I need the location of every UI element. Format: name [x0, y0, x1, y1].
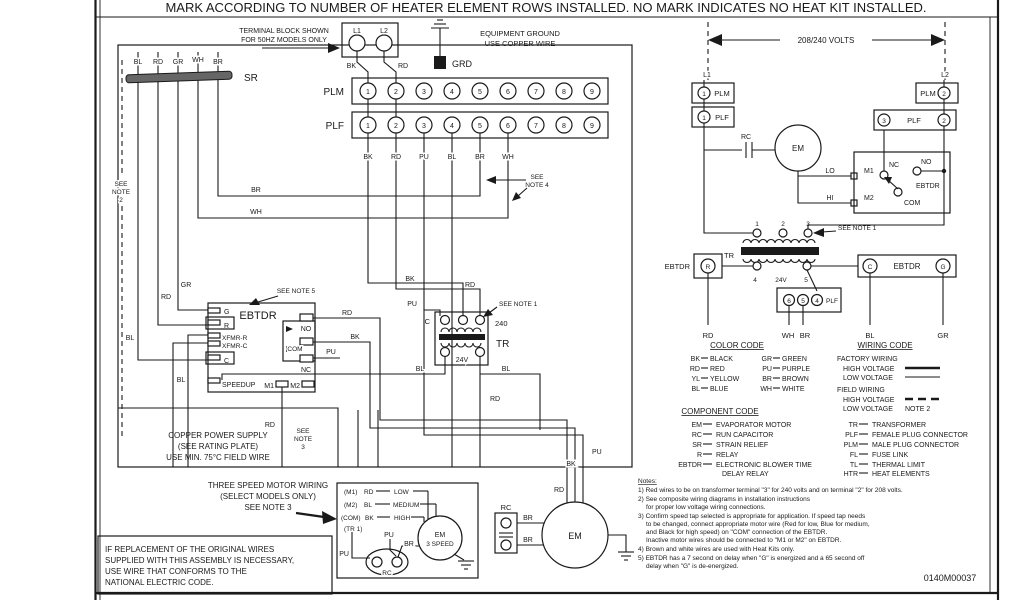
right-l1: L1	[703, 72, 711, 79]
rtr-2: 2	[781, 221, 785, 228]
lo-label: LO	[825, 168, 835, 175]
ebtdr-r-pin: R	[705, 264, 711, 271]
svg-text:STRAIN RELIEF: STRAIN RELIEF	[716, 442, 769, 449]
see-note-4-line1: SEE	[530, 174, 544, 181]
wire-label-gr: GR	[172, 59, 184, 66]
svg-text:GREEN: GREEN	[782, 356, 807, 363]
tr-bl-left: BL	[415, 366, 425, 373]
page-frame	[95, 0, 998, 600]
note3-rd: RD	[264, 422, 275, 429]
relay-com: COM	[904, 200, 921, 207]
terminal-block	[342, 23, 398, 83]
motor-speed-label: 3 SPEED	[426, 541, 454, 548]
l2-label: L2	[380, 28, 388, 35]
rtr-5: 5	[804, 277, 808, 284]
plf-wire-br: BR	[475, 154, 485, 161]
tb-note-line2: FOR 50HZ MODELS ONLY	[241, 37, 327, 44]
plf-wire-wh: WH	[502, 154, 514, 161]
svg-text:WH: WH	[760, 386, 772, 393]
see-note-2-line2: NOTE	[111, 189, 131, 196]
motor-medium: MEDIUM	[393, 502, 420, 509]
svg-text:PU: PU	[762, 366, 772, 373]
strain-relief-label: SR	[244, 73, 258, 84]
svg-text:LOW VOLTAGE: LOW VOLTAGE	[843, 375, 893, 382]
em-ground	[608, 535, 634, 560]
color-code-title: COLOR CODE	[710, 341, 764, 350]
rtr-note1-arrow	[813, 228, 836, 237]
plf2-br: BR	[799, 331, 811, 340]
color-code-table	[690, 356, 810, 393]
relay-m1: M1	[864, 168, 874, 175]
ebtdr-pu-out: PU	[326, 349, 336, 356]
rtr-24v: 24V	[775, 277, 787, 284]
right-l2: L2	[941, 72, 949, 79]
svg-text:RC: RC	[691, 432, 702, 439]
motor-note-arrow	[296, 511, 337, 524]
svg-text:and Black for high speed) on ": and Black for high speed) on "COM" connection of the EBTDR.	[646, 529, 828, 536]
grd-label: GRD	[452, 59, 472, 69]
l1-plf-label: PLF	[715, 113, 729, 122]
plf-wire-pu: PU	[419, 154, 429, 161]
ebtdr-speedup: SPEEDUP	[222, 382, 256, 389]
l1-label: L1	[353, 28, 361, 35]
svg-text:for proper low voltage wiring: for proper low voltage wiring connections.	[646, 504, 766, 511]
right-rc-label: RC	[740, 134, 752, 141]
l2-plm-label: PLM	[920, 89, 936, 98]
svg-text:5) EBTDR has a 7 second on del: 5) EBTDR has a 7 second on delay when "G" is energized and a 65 second off	[638, 555, 865, 562]
svg-text:BLACK: BLACK	[710, 356, 733, 363]
ebtdr-c: C	[224, 358, 230, 365]
svg-text:9: 9	[590, 89, 594, 96]
plf-wire-rd: RD	[390, 154, 402, 161]
svg-text:5: 5	[478, 89, 482, 96]
ebtdr-rd-out: RD	[341, 310, 353, 317]
em-br2-label: BR	[523, 537, 533, 544]
svg-text:PLF: PLF	[845, 432, 858, 439]
l2-plm-pin: 2	[942, 91, 946, 98]
rtr-1: 1	[755, 221, 759, 228]
svg-text:TL: TL	[849, 462, 858, 469]
tr-c: C	[424, 317, 430, 326]
see-note-5: SEE NOTE 5	[276, 288, 316, 295]
wh-run-label: WH	[250, 209, 262, 216]
ebtdr-g: G	[224, 309, 230, 316]
svg-text:ELECTRONIC BLOWER TIME: ELECTRONIC BLOWER TIME	[716, 462, 812, 469]
svg-text:FL: FL	[849, 452, 858, 459]
svg-text:LOW VOLTAGE: LOW VOLTAGE	[843, 406, 893, 413]
wiring-code-note2: NOTE 2	[905, 406, 931, 413]
svg-text:5: 5	[478, 123, 482, 130]
svg-text:TRANSFORMER: TRANSFORMER	[872, 422, 927, 429]
part-number: 0140M00037	[923, 573, 977, 583]
ebtdr-xfmr-r: XFMR-R	[222, 335, 248, 342]
gr-label: GR	[180, 282, 192, 289]
l2-plf-pin2: 2	[942, 118, 946, 125]
svg-text:RD: RD	[689, 366, 700, 373]
motor-m2: (M2)	[344, 502, 358, 509]
repl-note-2: SUPPLIED WITH THIS ASSEMBLY IS NECESSARY,	[105, 556, 295, 565]
ps-note-3: USE MIN. 75°C FIELD WIRE	[166, 453, 270, 462]
relay-nc: NC	[889, 162, 900, 169]
tr-bl-right: BL	[501, 366, 511, 373]
svg-text:FIELD WIRING: FIELD WIRING	[837, 387, 885, 394]
svg-text:EVAPORATOR MOTOR: EVAPORATOR MOTOR	[716, 422, 792, 429]
svg-text:MALE PLUG CONNECTOR: MALE PLUG CONNECTOR	[872, 442, 959, 449]
motor-pu: PU	[384, 532, 394, 539]
wire-label-rd: RD	[152, 59, 164, 66]
relay-no: NO	[921, 159, 932, 166]
svg-text:YELLOW: YELLOW	[710, 376, 740, 383]
bl-label: BL	[125, 335, 135, 342]
wire-label-bl: BL	[133, 59, 143, 66]
plm-pins	[360, 83, 600, 99]
motor-com: (COM)	[341, 515, 361, 522]
br-run-label: BR	[251, 187, 261, 194]
volts-label: 208/240 VOLTS	[797, 36, 855, 45]
see-note-4-arrows	[486, 176, 527, 201]
plf2-5: 5	[801, 298, 805, 305]
svg-text:R: R	[696, 452, 702, 459]
svg-text:Inactive motor wires should be: Inactive motor wires should be connected to "M1 or M2" on EBTDR.	[646, 537, 842, 544]
strain-relief	[126, 71, 232, 83]
ebtdr-cg-bl: BL	[865, 331, 875, 340]
see-note-2-line1: SEE	[114, 181, 128, 188]
ebtdr-m2: M2	[290, 383, 300, 390]
plf-wire-bl: BL	[447, 154, 457, 161]
transformer-right	[722, 229, 858, 291]
motor-high: HIGH	[394, 515, 411, 522]
tr-pu-label: PU	[407, 301, 417, 308]
tr-see-note-1: SEE NOTE 1	[499, 301, 538, 308]
rtr-name: TR	[724, 251, 734, 260]
ebtdr-r: R	[224, 323, 230, 330]
see-note-4-line2: NOTE 4	[525, 182, 549, 189]
svg-text:YL: YL	[691, 376, 700, 383]
em-rd-label: RD	[553, 487, 565, 494]
motor-ground	[454, 554, 474, 569]
see-note-5-arrow	[249, 296, 278, 305]
svg-text:BLUE: BLUE	[710, 386, 729, 393]
ebtdr-output-wires	[282, 318, 575, 503]
svg-text:RED: RED	[710, 366, 725, 373]
tr-bk-label: BK	[405, 276, 415, 283]
svg-text:7: 7	[534, 123, 538, 130]
ebtdr-no: NO	[300, 326, 312, 333]
svg-text:WHITE: WHITE	[782, 386, 805, 393]
svg-text:THERMAL LIMIT: THERMAL LIMIT	[872, 462, 926, 469]
relay-name: EBTDR	[916, 183, 940, 190]
plf-wire-bk: BK	[363, 154, 373, 161]
tr-24v: 24V	[455, 357, 469, 364]
em-bk-label: BK	[566, 461, 576, 468]
svg-text:2: 2	[394, 123, 398, 130]
svg-text:2) See composite wiring diagra: 2) See composite wiring diagrams in installation instructions	[638, 496, 810, 503]
svg-text:FACTORY WIRING: FACTORY WIRING	[837, 356, 898, 363]
note3-l2: NOTE	[293, 436, 313, 443]
em-pu-label: PU	[592, 449, 602, 456]
hi-label: HI	[826, 195, 834, 202]
svg-text:7: 7	[534, 89, 538, 96]
tr-rd-bottom: RD	[490, 396, 501, 403]
motor-note-1: THREE SPEED MOTOR WIRING	[207, 481, 329, 490]
l2-wire-rd: RD	[398, 63, 409, 70]
ebtdr-cg-c: C	[867, 264, 873, 271]
svg-text:BROWN: BROWN	[782, 376, 809, 383]
svg-text:6: 6	[506, 123, 510, 130]
xfmr-bl-label: BL	[176, 377, 186, 384]
motor-em-label: EM	[434, 532, 446, 539]
svg-text:to be changed, connect appropr: to be changed, connect appropriate motor wire (Red for low, Blue for medium,	[646, 521, 870, 528]
l1-plm-label: PLM	[714, 89, 730, 98]
svg-text:HEAT ELEMENTS: HEAT ELEMENTS	[872, 471, 930, 478]
em-motor-label: EM	[568, 531, 582, 541]
motor-low: LOW	[394, 489, 409, 496]
svg-text:HIGH VOLTAGE: HIGH VOLTAGE	[843, 366, 895, 373]
ebtdr-r-name: EBTDR	[664, 262, 690, 271]
svg-text:3) Confirm speed tap selected: 3) Confirm speed tap selected is appropriate for application. If speed tap needs	[638, 513, 866, 520]
svg-text:8: 8	[562, 123, 566, 130]
svg-text:4) Brown and white wires are u: 4) Brown and white wires are used with Heat Kits only.	[638, 546, 795, 553]
svg-text:1: 1	[366, 123, 370, 130]
notes-title: Notes:	[638, 478, 657, 485]
svg-text:DELAY RELAY: DELAY RELAY	[722, 471, 769, 478]
l2-plf-pin3: 3	[882, 118, 886, 125]
svg-text:BK: BK	[690, 356, 700, 363]
left-diagram-border	[118, 45, 632, 467]
tr-rd-label: RD	[464, 282, 476, 289]
svg-text:8: 8	[562, 89, 566, 96]
equip-ground-line2: USE COPPER WIRE	[484, 39, 556, 48]
svg-text:3: 3	[422, 89, 426, 96]
svg-text:SR: SR	[692, 442, 702, 449]
right-em-label: EM	[792, 144, 804, 153]
svg-text:RELAY: RELAY	[716, 452, 739, 459]
l1-plm-pin: 1	[702, 91, 706, 98]
svg-text:1) Red wires to be on transfor: 1) Red wires to be on transformer terminal "3" for 240 volts and on terminal "2" for 208 volts.	[638, 487, 903, 494]
component-code-table	[678, 422, 968, 478]
svg-text:EM: EM	[691, 422, 702, 429]
plf-pins	[360, 117, 600, 133]
svg-text:GR: GR	[761, 356, 772, 363]
svg-text:2: 2	[394, 89, 398, 96]
wire-label-br: BR	[213, 59, 223, 66]
rd-label: RD	[160, 294, 172, 301]
l1-wire-bk: BK	[346, 63, 356, 70]
svg-text:4: 4	[450, 89, 454, 96]
svg-text:PLM: PLM	[843, 442, 858, 449]
svg-text:HIGH VOLTAGE: HIGH VOLTAGE	[843, 397, 895, 404]
ebtdr-xfmr-c: XFMR-C	[222, 343, 248, 350]
motor-m1-color: RD	[364, 489, 374, 496]
banner-text: MARK ACCORDING TO NUMBER OF HEATER ELEMENT ROWS INSTALLED. NO MARK INDICATES NO HEAT KIT INSTALLED.	[165, 0, 927, 15]
svg-text:delay when "G" is de-energized: delay when "G" is de-energized.	[646, 563, 739, 570]
motor-note-2: (SELECT MODELS ONLY)	[220, 492, 316, 501]
motor-br: BR	[404, 541, 414, 548]
wiring-code-table	[837, 356, 940, 413]
svg-text:3: 3	[422, 123, 426, 130]
motor-m1: (M1)	[344, 489, 358, 496]
equip-ground-line1: EQUIPMENT GROUND	[480, 29, 560, 38]
motor-com-color: BK	[365, 515, 374, 522]
rtr-see-note-1: SEE NOTE 1	[838, 225, 877, 232]
plf2-box	[777, 288, 841, 325]
tr-240: 240	[495, 319, 508, 328]
ps-note-1: COPPER POWER SUPPLY	[168, 431, 268, 440]
ebtdr-r-rd: RD	[702, 331, 714, 340]
svg-text:1: 1	[366, 89, 370, 96]
svg-text:TR: TR	[848, 422, 858, 429]
plm-label: PLM	[323, 87, 344, 98]
plf2-4: 4	[815, 298, 819, 305]
ebtdr-nc: NC	[300, 367, 312, 374]
repl-note-4: NATIONAL ELECTRIC CODE.	[105, 578, 214, 587]
note3-l1: SEE	[296, 428, 310, 435]
em-br1-label: BR	[523, 515, 533, 522]
notes-list	[638, 487, 903, 570]
ebtdr-cg-g: G	[940, 264, 946, 271]
plf2-name: PLF	[826, 298, 838, 305]
relay-m2: M2	[864, 195, 874, 202]
ebtdr-com: COM	[287, 346, 303, 353]
wire-label-wh: WH	[192, 57, 204, 64]
motor-note-3: SEE NOTE 3	[244, 503, 292, 512]
plf2-6: 6	[787, 298, 791, 305]
tr-name: TR	[496, 339, 510, 350]
motor-m2-color: BL	[364, 502, 372, 509]
ps-note-2: (SEE RATING PLATE)	[177, 442, 259, 451]
motor-pu-left: PU	[339, 551, 349, 558]
em-run-capacitor	[495, 513, 544, 553]
svg-text:EBTDR: EBTDR	[678, 462, 702, 469]
wiring-code-title: WIRING CODE	[857, 341, 913, 350]
svg-text:4: 4	[450, 123, 454, 130]
plm-plf-links	[368, 99, 396, 117]
motor-rc-label: RC	[382, 570, 392, 577]
svg-text:RUN CAPACITOR: RUN CAPACITOR	[716, 432, 774, 439]
svg-text:FEMALE PLUG CONNECTOR: FEMALE PLUG CONNECTOR	[872, 432, 968, 439]
motor-tr1: (TR 1)	[344, 526, 363, 533]
right-em-circuit	[704, 123, 857, 233]
repl-note-3: USE WIRE THAT CONFORMS TO THE	[105, 567, 247, 576]
plf2-wh: WH	[781, 331, 795, 340]
l2-plf-label: PLF	[907, 116, 921, 125]
svg-text:PURPLE: PURPLE	[782, 366, 811, 373]
component-code-title: COMPONENT CODE	[681, 407, 759, 416]
rtr-4: 4	[753, 277, 757, 284]
note3-l3: 3	[301, 444, 305, 451]
svg-text:6: 6	[506, 89, 510, 96]
ebtdr-bk-out: BK	[350, 334, 360, 341]
plf-label: PLF	[325, 121, 344, 132]
svg-text:HTR: HTR	[843, 471, 858, 478]
volts-arrow	[708, 22, 945, 80]
l1-plf-pin: 1	[702, 115, 706, 122]
svg-text:FUSE LINK: FUSE LINK	[872, 452, 909, 459]
svg-text:BL: BL	[691, 386, 700, 393]
svg-text:9: 9	[590, 123, 594, 130]
rtr-3: 3	[806, 221, 810, 228]
ebtdr-m1: M1	[264, 383, 274, 390]
see-note-2-line3: 2	[119, 197, 123, 204]
tb-note-line1: TERMINAL BLOCK SHOWN	[239, 28, 329, 35]
ebtdr-contact-block	[283, 314, 315, 362]
ebtdr-cg-gr: GR	[937, 331, 949, 340]
svg-text:BR: BR	[762, 376, 772, 383]
em-rc-label: RC	[500, 503, 512, 512]
ebtdr-cg-name: EBTDR	[893, 262, 921, 271]
ebtdr-title: EBTDR	[239, 310, 277, 322]
repl-note-1: IF REPLACEMENT OF THE ORIGINAL WIRES	[105, 545, 275, 554]
